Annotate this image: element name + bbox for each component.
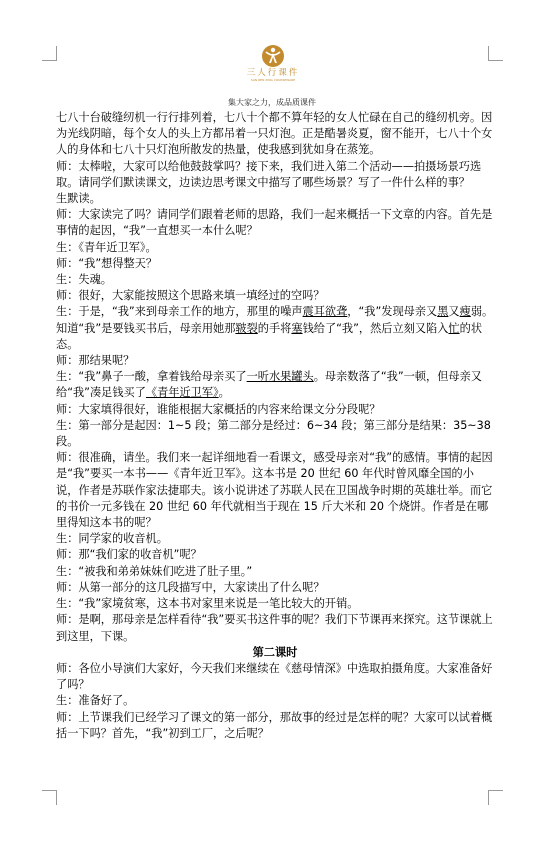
paragraph-teacher: 师：那“我们家的收音机”呢？ [56, 548, 202, 562]
text-run: 生：“我”鼻子一酸，拿着钱给母亲买了 [56, 370, 247, 384]
paragraph-teacher: 师：大家填得很好，谁能根据大家概括的内容来给课文分分段呢？ [56, 402, 381, 416]
paragraph-student: 生默读。 [56, 192, 101, 206]
underlined-word: 忙 [448, 321, 460, 335]
paragraph-student [56, 369, 494, 401]
paragraph-teacher: 师：“我”想得整天？ [56, 256, 158, 270]
paragraph-student: 生：“我”家境贫寒，这本书对家里来说是一笔比较大的开销。 [56, 597, 359, 611]
paragraph-teacher: 师：那结果呢？ [56, 354, 135, 368]
paragraph-student: 生：“被我和弟弟妹妹们吃进了肚子里。” [56, 564, 253, 578]
paragraph-student: 生：准备好了。 [56, 694, 135, 708]
text-run: 弱。知道“我”是要钱买书后，母亲用她那 [56, 305, 494, 335]
paragraph-student: 生：同学家的收音机。 [56, 532, 168, 546]
crop-mark-bottom-right [488, 790, 503, 805]
paragraph-teacher: 师：上节课我们已经学习了课文的第一部分，那故事的经过是怎样的呢？大家可以试着概括一下吗？首先，“我”初到工厂，之后呢？ [56, 710, 493, 740]
paragraph-teacher: 师：很好，大家能按照这个思路来填一填经过的空吗？ [56, 289, 325, 303]
paragraph-teacher: 师：大家读完了吗？请同学们跟着老师的思路，我们一起来概括一下文章的内容。首先是事情的起因，“我”一直想买一本什么呢？ [56, 208, 493, 238]
paragraph-teacher: 师：是啊，那母亲是怎样看待“我”要买书这件事的呢？我们下节课再来探究。这节课就上到这里，下课。 [56, 613, 493, 643]
underlined-word: 皲裂 [235, 321, 258, 335]
text-run: 的手将 [257, 321, 292, 335]
text-run: 又 [448, 305, 460, 319]
underlined-word: 一听水果罐头 [246, 370, 314, 384]
paragraph-teacher: 师：太棒啦，大家可以给他鼓鼓掌吗？接下来，我们进入第二个活动——拍摄场景巧选取。请同学们默读课文，边读边思考课文中描写了哪些场景？写了一件什么样的事？ [56, 159, 482, 189]
paragraph-teacher: 师：很准确，请坐。我们来一起详细地看一看课文，感受母亲对“我”的感情。事情的起因是“我”要买一本书——《青年近卫军》。这本书是 20 世纪 60 年代时曾风靡全国的小说，作者是苏联作家法捷耶夫。该小说讲述了苏联人民在卫国战争时期的英雄壮举。而它的书价一元多钱在 20 世纪 60 年代就相当于现在 15 斤大米和 20 个烧饼。作者是在哪里得知这本书的呢？ [56, 451, 493, 530]
text-run: 。母亲数落了“我”一顿，但母亲又给“我”凑足钱买了 [56, 370, 482, 400]
crop-mark-top-left [42, 46, 57, 61]
underlined-word: 塞 [291, 321, 303, 335]
text-run: 钱给了“我”，然后立刻又陷入 [302, 321, 449, 335]
text-run: ，“我”发现母亲又 [347, 305, 438, 319]
header-logo [244, 44, 302, 94]
paragraph-student: 生：第一部分是起因：1~5 段；第二部分是经过：6~34 段；第三部分是结果：35~38 段。 [56, 418, 491, 449]
paragraph-teacher: 师：从第一部分的这几段描写中，大家读出了什么呢？ [56, 580, 325, 594]
logo-subtext: SAN REN XING COURSEWARE [250, 78, 296, 82]
text-run: 生：于是，“我”来到母亲工作的地方，那里的噪声 [56, 305, 303, 319]
paragraph-student: 生：《青年近卫军》。 [56, 240, 157, 254]
paragraph-student [56, 304, 494, 353]
underlined-word: 黑 [437, 305, 449, 319]
section-title: 第二课时 [252, 645, 298, 659]
paragraph-factory-description: 七八十台破缝纫机一行行排列着，七八十个都不算年轻的女人忙碌在自己的缝纫机旁。因为光线阴暗，每个女人的头上方都吊着一只灯泡。正是酷暑炎夏，窗不能开，七八十个女人的身体和七八十只灯泡所散发的热量，使我感到犹如身在蒸笼。 [56, 111, 493, 157]
underlined-word: 《青年近卫军》 [145, 386, 219, 400]
logo-text: 三人行课件 [246, 68, 300, 78]
paragraph-student: 生：失魂。 [56, 273, 112, 287]
crop-mark-bottom-left [42, 790, 57, 805]
document-body [56, 110, 494, 742]
underlined-word: 瘦 [459, 305, 471, 319]
text-run: 的状态。 [56, 321, 483, 351]
paragraph-teacher: 师：各位小导演们大家好，今天我们来继续在《慈母情深》中选取拍摄角度。大家准备好了吗？ [56, 661, 493, 692]
crop-mark-top-right [488, 46, 503, 61]
underlined-word: 震耳欲聋 [302, 305, 348, 319]
text-run: 。 [218, 386, 230, 400]
header-tagline: 集大家之力，成品质课件 [228, 98, 316, 107]
logo-figure-icon [260, 44, 286, 68]
